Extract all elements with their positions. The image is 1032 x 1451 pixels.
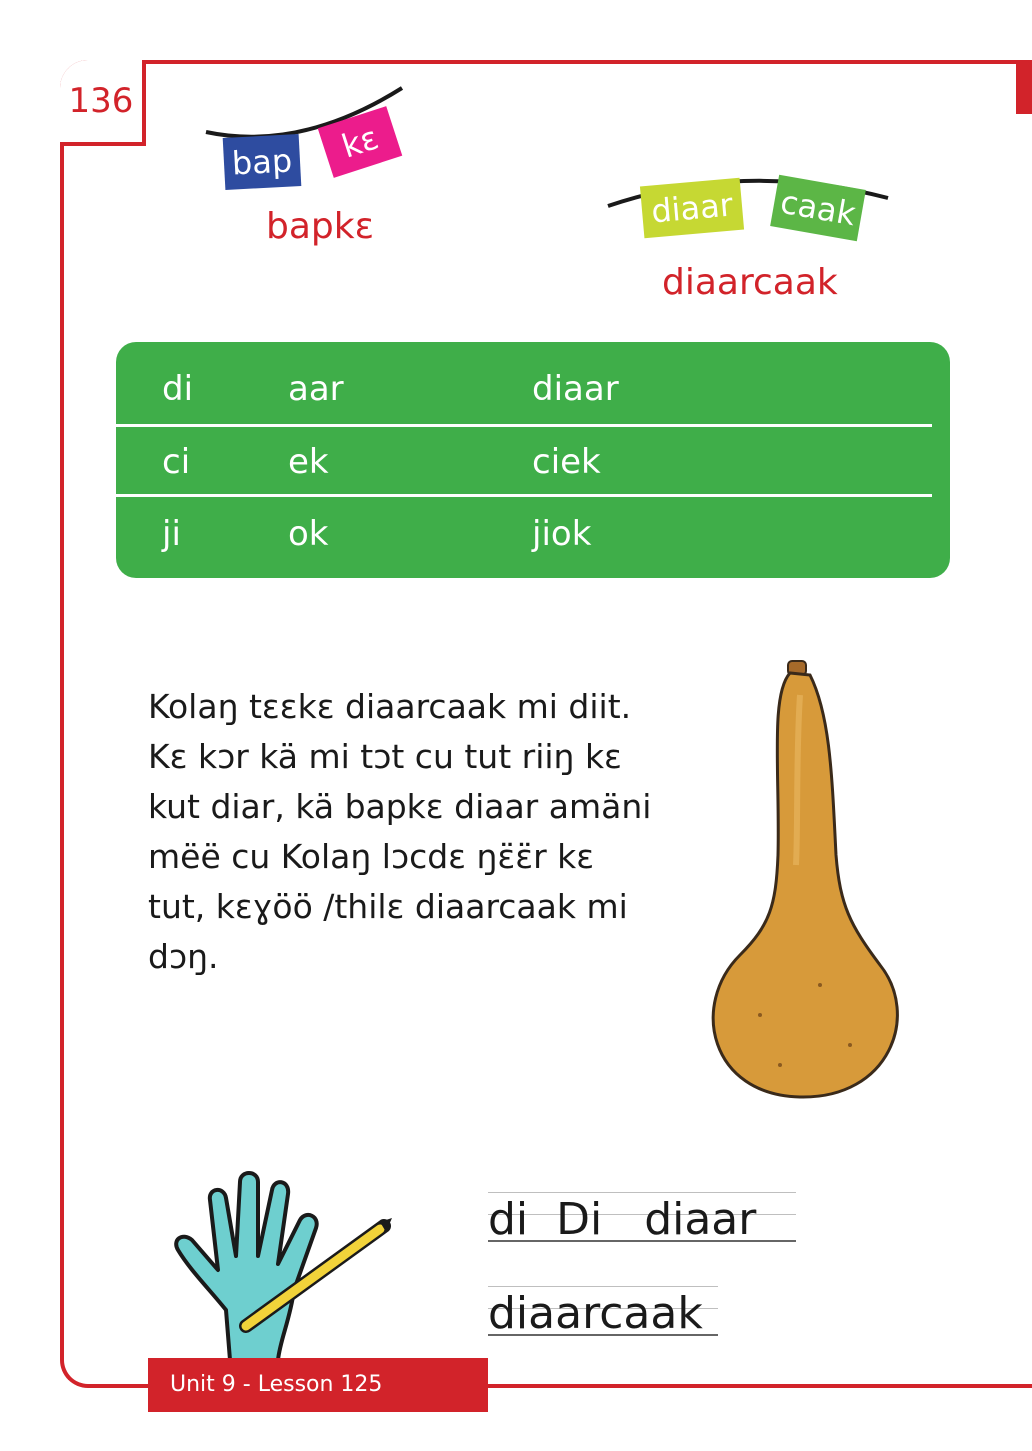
table-cell: ok: [288, 514, 329, 554]
syllable-table: [116, 342, 950, 578]
page-number: 136: [60, 60, 146, 146]
story-line: dɔŋ.: [148, 937, 219, 976]
story-line: Kolaŋ tɛɛkɛ diaarcaak mi diit.: [148, 687, 632, 726]
table-cell: diaar: [532, 369, 619, 409]
table-cell: di: [162, 369, 194, 409]
story-line: mëë cu Kolaŋ lɔcdɛ ŋɛ̈ɛ̈r kɛ: [148, 837, 595, 876]
writing-practice-line-1: [488, 1192, 796, 1244]
syllable-flag-bap: bap: [223, 134, 302, 190]
gourd-icon: [700, 655, 920, 1105]
story-paragraph: [148, 682, 688, 982]
table-divider: [116, 494, 932, 497]
syllable-banner-1: [200, 80, 410, 200]
table-cell: aar: [288, 369, 344, 409]
syllable-flag-caak: caak: [770, 175, 866, 241]
table-cell: ek: [288, 442, 329, 482]
story-line: kut diar, kä bapkɛ diaar amäni: [148, 787, 652, 826]
corner-tab: [1016, 62, 1032, 114]
practice-text: diaarcaak: [488, 1288, 703, 1339]
table-row: [116, 354, 950, 424]
story-line: Kɛ kɔr kä mi tɔt cu tut riiŋ kɛ: [148, 737, 622, 776]
syllable-flag-diaar: diaar: [640, 178, 744, 239]
guide-line: [488, 1286, 718, 1287]
banner-word-1: bapkɛ: [266, 206, 375, 247]
hand-pencil-icon: [170, 1160, 400, 1360]
story-line: tut, kɛɣöö /thilɛ diaarcaak mi: [148, 887, 628, 926]
syllable-banner-2: [604, 166, 894, 246]
table-row: [116, 427, 950, 497]
writing-practice-line-2: [488, 1286, 718, 1338]
lesson-footer: Unit 9 - Lesson 125: [148, 1358, 488, 1412]
practice-text: di Di diaar: [488, 1194, 757, 1245]
table-cell: jiok: [532, 514, 592, 554]
syllable-flag-ke: kɛ: [318, 106, 403, 178]
table-cell: ciek: [532, 442, 601, 482]
table-row: [116, 499, 950, 569]
table-cell: ji: [162, 514, 181, 554]
banner-word-2: diaarcaak: [662, 262, 838, 303]
table-cell: ci: [162, 442, 191, 482]
guide-line: [488, 1192, 796, 1193]
